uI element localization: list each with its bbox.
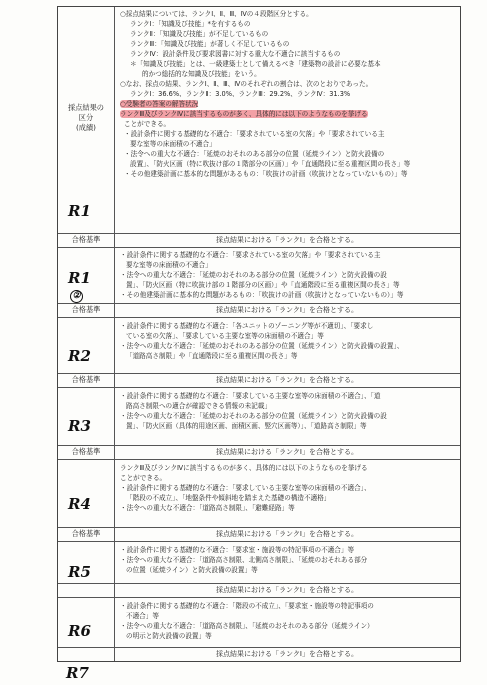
- pass-criteria-text: 採点結果における「ランクⅠ」を合格とする。: [216, 376, 358, 384]
- row-divider: [58, 597, 460, 598]
- handwritten-mark: R6: [68, 622, 91, 640]
- highlighted-heading: ○受験者の答案の解答状況: [120, 100, 199, 108]
- result-category-label: 採点結果の 区分 (成績): [68, 103, 104, 132]
- row-divider: [58, 317, 460, 318]
- handwritten-mark: R2: [68, 347, 91, 365]
- pass-criteria-label: 合格基準: [71, 235, 101, 244]
- assessment-text: ・設計条件に関する基礎的な不適合：「要求室・施設等の特記事項の不適合」等 ・法令への重大な不適合：「道路高さ制限、北側高さ制限」、「延焼のおそれある部分 の位置（延焼ライン）と防火設備の設置」等: [120, 546, 368, 574]
- row-divider: [58, 445, 460, 446]
- row-divider: [58, 247, 460, 248]
- handwritten-mark-summary: R1: [68, 202, 91, 220]
- highlighted-sentence: ランクⅢ及びランクⅣに該当するものが多く、具体的には以下のようなものを挙げる: [120, 110, 368, 118]
- pass-criteria-label: 合格基準: [71, 529, 101, 538]
- row-divider: [58, 583, 460, 584]
- handwritten-circled-mark: ②: [70, 287, 83, 303]
- row-divider: [58, 541, 460, 542]
- pass-criteria-text: 採点結果における「ランクⅠ」を合格とする。: [216, 586, 358, 594]
- pass-criteria-text: 採点結果における「ランクⅠ」を合格とする。: [216, 650, 358, 658]
- row-divider: [58, 647, 460, 648]
- summary-text: ○採点結果については、ランクⅠ、Ⅱ、Ⅲ、Ⅳの４段階区分とする。 ランクⅠ：「知識及び技能」*を有するもの ランクⅡ：「知識及び技能」が不足しているもの ランクⅢ：「知識及び技能」が著しく不足しているもの ランクⅣ：設計条件及び要求図書に対する重大な不適合に該当するもの ＊「知識及び技能」とは、一級建築士として備えるべき「建築物の設計に必要な基本 的かつ総括的な知識及び技能」をいう。 ○なお、採点の結果、ランクⅠ、Ⅱ、Ⅲ、Ⅳのそれぞれの割合は、次のとおりであった。 ランクⅠ：36.6%、ランクⅡ：3.0%、ランクⅢ：29.2%、ランクⅣ：31.3% ○受験者の答案の解答状況 ランクⅢ及びランクⅣに該当するものが多く、具体的には以下のようなものを挙げる ことができる。 ・設計条件に関する基礎的な不適合：「要求されている室の欠落」や「要求されている主 要な室等の床面積の不適合」 ・法令への重大な不適合：「延焼のおそれのある部分の位置（延焼ライン）と防火設備の 設置」、「防火区画（特に吹抜け部の１階部分の区画）」や「直通階段に至る重複区間の長さ」等 ・その他建築計画に基本的な問題があるもの：「吹抜けの計画（吹抜けとなっていないもの）」等: [120, 10, 411, 178]
- row-divider: [58, 459, 460, 460]
- row-divider: [58, 233, 460, 234]
- handwritten-mark: R4: [68, 495, 91, 513]
- column-divider: [114, 7, 115, 661]
- handwritten-mark: R3: [68, 417, 91, 435]
- assessment-text: ・設計条件に関する基礎的な不適合：「要求されている室の欠落」や「要求されている主 要な室等の床面積の不適合」 ・法令への重大な不適合：「延焼のおそれのある部分の位置（延焼ライン）と防火設備の設 置」、「防火区画（特に吹抜け部の１階部分の区画）」や「直通階段に至る重複区間の長さ」等 ・その他建築計画に基本的な問題があるもの：「吹抜けの計画（吹抜けとなっていないもの）」等: [120, 251, 404, 299]
- pass-criteria-text: 採点結果における「ランクⅠ」を合格とする。: [216, 306, 358, 314]
- pass-criteria-label: 合格基準: [71, 375, 101, 384]
- assessment-text: ・設計条件に関する基礎的な不適合：「要求している主要な室等の床面積の不適合」、「道 路高さ制限への適合が確認できる情報の未記載」 ・法令への重大な不適合：「延焼のおそれのある部分の位置（延焼ライン）と防火設備の設 置」、「防火区画（具体的用途区画、面積区画、竪穴区画等）」、「道路高さ制限」等: [120, 392, 387, 430]
- assessment-text: ランクⅢ及びランクⅣに該当するものが多く、具体的には以下のようなものを挙げる ことができる。 ・設計条件に関する基礎的な不適合：「要求している主要な室等の床面積の不適合」、 「階段の不成立」、「地盤条件や傾斜地を踏まえた基礎の構造不適格」 ・法令への重大な不適合：「道路高さ制限」、「避難経路」等: [120, 464, 371, 512]
- assessment-text: ・設計条件に関する基礎的な不適合：「階段の不成立」、「要求室・施設等の特記事項の 不適合」等 ・法令への重大な不適合：「道路高さ制限」、「延焼のおそれのある部分（延焼ライン） の明示と防火設備の設置」等: [120, 602, 374, 640]
- row-divider: [58, 373, 460, 374]
- pass-criteria-label: 合格基準: [71, 447, 101, 456]
- row-divider: [58, 387, 460, 388]
- row-divider: [58, 527, 460, 528]
- pass-criteria-label: 合格基準: [71, 305, 101, 314]
- handwritten-mark: R1: [68, 269, 91, 287]
- pass-criteria-text: 採点結果における「ランクⅠ」を合格とする。: [216, 236, 358, 244]
- handwritten-mark: R5: [68, 563, 91, 581]
- pass-criteria-text: 採点結果における「ランクⅠ」を合格とする。: [216, 530, 358, 538]
- assessment-text: ・設計条件に関する基礎的な不適合：「各ユニットのゾーニング等が不適切」、「要求し ている室の欠落」、「要求している主要な室等の床面積の不適合」等 ・法令への重大な不適合：「延焼のおそれのある部分の位置（延焼ライン）と防火設備の設置」、 「道路高さ制限」や「直通階段に至る重複区間の長さ」等: [120, 322, 404, 360]
- results-table: [57, 6, 461, 662]
- handwritten-mark-footer: R7: [66, 664, 89, 682]
- row-divider: [58, 303, 460, 304]
- pass-criteria-text: 採点結果における「ランクⅠ」を合格とする。: [216, 448, 358, 456]
